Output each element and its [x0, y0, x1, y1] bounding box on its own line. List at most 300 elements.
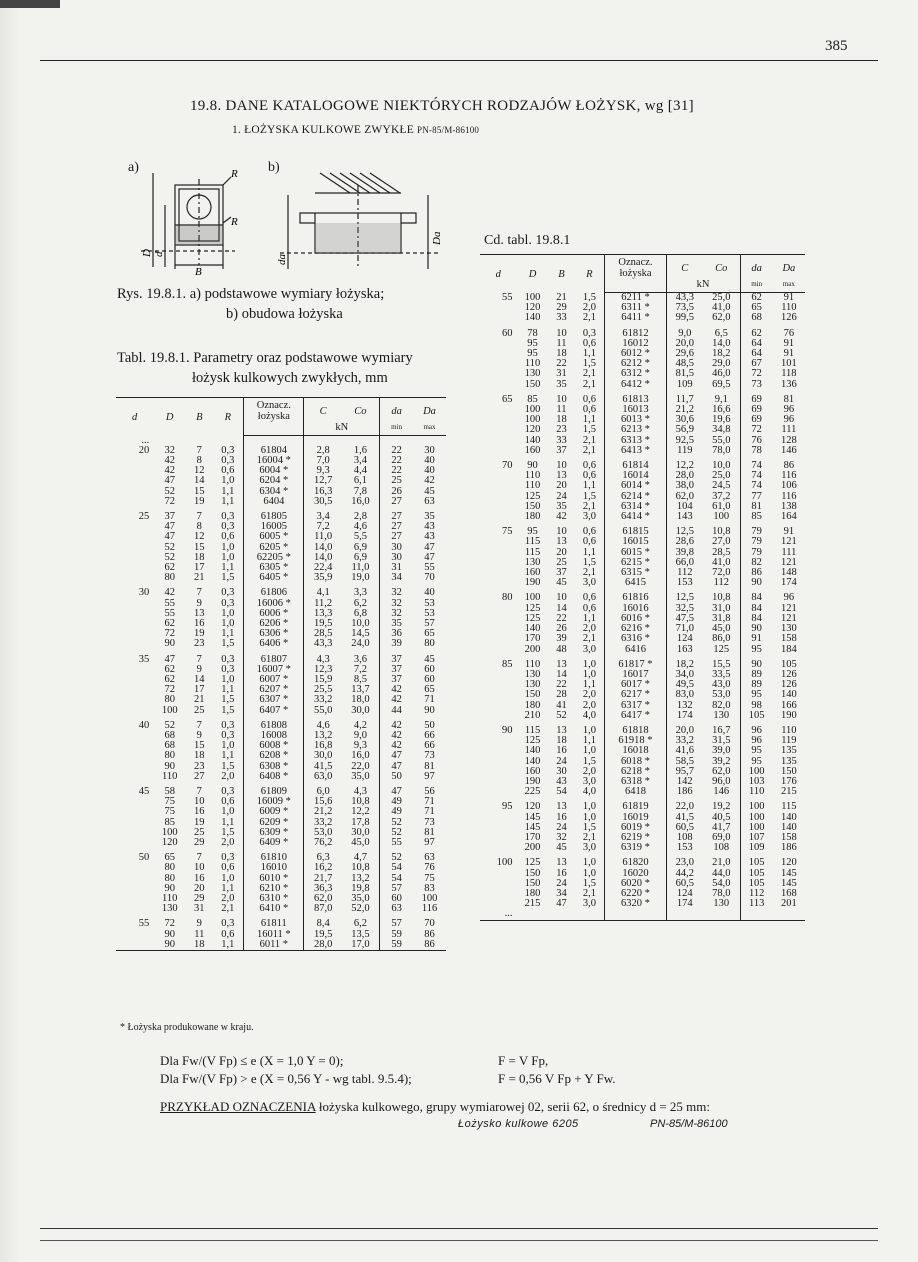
cell-R: 0,6 — [221, 465, 235, 477]
cell-D: 160 — [524, 765, 541, 777]
cell-designation: 16019 — [605, 813, 666, 823]
cell-B: 16 — [194, 872, 205, 884]
cell-C: 2,8 — [304, 446, 342, 456]
cell-C: 4,6 — [304, 716, 342, 731]
cell-D: 72 — [164, 495, 175, 507]
cell-Co: 15,5 — [712, 658, 731, 670]
cell-D: 110 — [162, 770, 178, 782]
cell-C: 142 — [666, 777, 703, 787]
cell-C: 66,0 — [666, 558, 703, 568]
table-row — [480, 853, 805, 868]
table-row — [480, 899, 805, 909]
cell-Co: 78,0 — [712, 887, 731, 899]
cell-C: 12,3 — [304, 665, 342, 675]
cell-C: 163 — [666, 645, 703, 655]
cell-R: 0,3 — [221, 521, 235, 533]
cell-C: 83,0 — [666, 690, 703, 700]
cell-designation: 6406 * — [244, 639, 304, 649]
cell-d — [480, 604, 516, 614]
cell-D: 120 — [524, 424, 541, 436]
cell-da: 35 — [380, 619, 413, 629]
cell-Da: 186 — [781, 842, 797, 854]
cell-designation: 16013 — [605, 405, 666, 415]
cell-Da: 121 — [781, 536, 797, 548]
example-text: łożyska kulkowego, grupy wymiarowej 02, serii 62, o średnicy d = 25 mm: — [315, 1099, 711, 1114]
cell-d — [480, 879, 516, 889]
col-header-D: D — [528, 269, 537, 281]
cell-designation: 6214 * — [605, 492, 666, 502]
cell-Da: 73 — [424, 750, 435, 762]
cell-C: 14,0 — [304, 543, 342, 553]
cell-C: 19,5 — [304, 619, 342, 629]
cell-C: 95,7 — [666, 767, 703, 777]
cell-Co: 22,0 — [351, 760, 370, 772]
cell-B: 7 — [196, 719, 202, 731]
cell-Co: 100 — [713, 511, 730, 523]
table-row — [480, 390, 805, 405]
col-header-da: da — [380, 398, 413, 423]
cell-B: 9 — [196, 729, 202, 741]
cell-R: 0,3 — [221, 852, 235, 864]
cell-B: 13 — [556, 724, 567, 736]
cell-da: 95 — [740, 746, 773, 756]
cell-da: 96 — [740, 721, 773, 736]
cell-R: 0,3 — [221, 587, 235, 599]
header-rule — [40, 60, 878, 61]
cell-D: 80 — [164, 572, 175, 584]
section-title: 19.8. DANE KATALOGOWE NIEKTÓRYCH RODZAJÓW ŁOŻYSK, wg [31] — [190, 98, 694, 114]
cell-d — [480, 425, 516, 435]
cell-d — [116, 619, 153, 629]
page-number: 385 — [825, 38, 848, 54]
cell-Co: 4,2 — [353, 719, 367, 731]
cell-designation: 16014 — [605, 471, 666, 481]
cell-Co: 37,2 — [712, 490, 731, 502]
cell-R: 1,5 — [221, 704, 235, 716]
table-row — [480, 324, 805, 339]
table-row — [116, 838, 446, 848]
cell-designation: 6308 * — [244, 762, 304, 772]
table-row — [116, 573, 446, 583]
cell-B: 26 — [556, 623, 567, 635]
cell-R: 1,5 — [221, 572, 235, 584]
cell-B: 18 — [194, 750, 205, 762]
cell-da: 54 — [380, 874, 413, 884]
cell-R: 3,0 — [582, 842, 596, 854]
cell-Da: 66 — [424, 740, 435, 752]
cell-Co: 27,0 — [712, 536, 731, 548]
bearing-table-right — [480, 254, 805, 921]
cell-da: 72 — [740, 425, 773, 435]
cell-D: 180 — [524, 511, 541, 523]
cell-da: 82 — [740, 558, 773, 568]
cell-designation: 61918 * — [605, 736, 666, 746]
cell-d: 85 — [501, 658, 513, 670]
cell-Da: 138 — [781, 500, 797, 512]
cell-designation: 61816 — [605, 588, 666, 603]
cell-R: 1,5 — [221, 760, 235, 772]
cell-da: 55 — [380, 838, 413, 848]
cell-D: 72 — [164, 628, 175, 640]
cell-Co: 41,0 — [712, 302, 731, 314]
cell-D: 85 — [164, 816, 175, 828]
cell-da: 44 — [380, 706, 413, 716]
cell-B: 10 — [194, 796, 205, 808]
cell-C: 43,3 — [666, 293, 703, 304]
cell-d — [480, 502, 516, 512]
cell-Da: 71 — [424, 806, 435, 818]
cell-C: 76,2 — [304, 838, 342, 848]
cell-da: 79 — [740, 548, 773, 558]
cell-designation: 16007 * — [244, 665, 304, 675]
cell-D: 125 — [524, 490, 541, 502]
cell-da: 57 — [380, 884, 413, 894]
cell-Co: 6,8 — [353, 607, 367, 619]
cell-R: 2,0 — [582, 765, 596, 777]
cell-R: 2,0 — [582, 689, 596, 701]
cell-designation: 6219 * — [605, 833, 666, 843]
cell-Da: 90 — [424, 704, 435, 716]
cell-Co: 6,9 — [353, 551, 367, 563]
cell-Co: 6,5 — [714, 327, 728, 339]
cell-designation: 6315 * — [605, 568, 666, 578]
cell-designation: 6015 * — [605, 548, 666, 558]
cell-R: 1,0 — [582, 658, 596, 670]
cell-Da: 174 — [781, 577, 797, 589]
cell-R: 0,6 — [221, 928, 235, 940]
cell-d — [480, 787, 516, 797]
cell-da: 90 — [740, 655, 773, 670]
table-row — [116, 940, 446, 951]
cell-C: 33,2 — [304, 695, 342, 705]
cell-D: 68 — [164, 729, 175, 741]
continuation-marker: ... — [504, 908, 513, 920]
cell-C: 30,0 — [304, 751, 342, 761]
cell-designation: 6408 * — [244, 772, 304, 782]
cell-D: 100 — [524, 592, 541, 604]
col-header-C: C — [304, 398, 342, 423]
cell-Co: 31,8 — [712, 612, 731, 624]
cell-da: 62 — [740, 324, 773, 339]
cell-d — [480, 415, 516, 425]
cell-d — [116, 863, 153, 873]
cell-da: 63 — [380, 904, 413, 914]
cell-Da: 65 — [424, 628, 435, 640]
cell-B: 29 — [194, 893, 205, 905]
cell-designation: 61820 — [605, 853, 666, 868]
cell-designation: 6310 * — [244, 894, 304, 904]
cell-C: 92,5 — [666, 436, 703, 446]
cell-d — [480, 303, 516, 313]
cell-d — [116, 563, 153, 573]
cell-D: 130 — [524, 368, 541, 380]
cell-C: 174 — [666, 711, 703, 721]
cell-da: 105 — [740, 879, 773, 889]
cell-da: 62 — [740, 293, 773, 304]
cell-C: 60,5 — [666, 879, 703, 889]
cell-R: 1,5 — [221, 694, 235, 706]
table-row — [480, 746, 805, 756]
cell-C: 41,5 — [666, 813, 703, 823]
col-header-max: max — [413, 422, 446, 436]
cell-C: 12,5 — [666, 522, 703, 537]
cell-designation: 6320 * — [605, 899, 666, 909]
cell-B: 18 — [556, 735, 567, 747]
table-row — [116, 639, 446, 649]
cell-D: 80 — [164, 750, 175, 762]
cell-da: 74 — [740, 481, 773, 491]
cell-Co: 43,0 — [712, 679, 731, 691]
cell-R: 1,0 — [221, 872, 235, 884]
cell-d: 70 — [501, 460, 513, 472]
cell-C: 38,0 — [666, 481, 703, 491]
cell-Da: 47 — [424, 541, 435, 553]
cell-d: 75 — [501, 526, 513, 538]
cell-D: 110 — [524, 658, 541, 670]
cell-D: 80 — [164, 872, 175, 884]
cell-R: 2,1 — [582, 444, 596, 456]
cell-Da: 96 — [783, 404, 795, 416]
bearing-dimensions-figure — [135, 165, 265, 277]
cell-C: 35,9 — [304, 573, 342, 583]
cell-R: 0,3 — [221, 663, 235, 675]
cell-Co: 108 — [713, 842, 730, 854]
cell-designation: 16010 — [244, 863, 304, 873]
cell-D: 65 — [164, 852, 175, 864]
cell-da: 76 — [740, 436, 773, 446]
cell-d — [480, 578, 516, 588]
cell-da: 25 — [380, 476, 413, 486]
table-row — [480, 522, 805, 537]
cell-designation: 61807 — [244, 650, 304, 665]
cell-da: 103 — [740, 777, 773, 787]
cell-Da: 40 — [424, 454, 435, 466]
cell-Da: 201 — [781, 898, 797, 910]
cell-Da: 128 — [781, 434, 797, 446]
cell-d — [480, 767, 516, 777]
cell-Da: 145 — [781, 877, 797, 889]
cell-Co: 6,9 — [353, 541, 367, 553]
cell-R: 2,1 — [582, 312, 596, 324]
cell-R: 1,1 — [582, 612, 596, 624]
cell-da: 52 — [380, 828, 413, 838]
cell-B: 9 — [196, 663, 202, 675]
cell-C: 28,6 — [666, 537, 703, 547]
cell-da: 95 — [740, 645, 773, 655]
cell-Da: 116 — [781, 490, 797, 502]
cell-d — [480, 405, 516, 415]
cell-designation: 6319 * — [605, 843, 666, 853]
cell-Da: 40 — [424, 465, 435, 477]
cell-C: 109 — [666, 380, 703, 390]
cell-D: 120 — [524, 801, 541, 813]
cell-C: 153 — [666, 843, 703, 853]
col-header-Co: Co — [715, 262, 728, 274]
col-header-C: C — [666, 255, 703, 280]
cell-Co: 10,0 — [712, 460, 731, 472]
cell-designation: 6307 * — [244, 695, 304, 705]
cell-D: 52 — [164, 485, 175, 497]
cell-C: 9,3 — [304, 466, 342, 476]
cell-Co: 6,2 — [353, 597, 367, 609]
cell-Da: 91 — [783, 292, 795, 303]
cell-B: 13 — [194, 607, 205, 619]
cell-B: 14 — [194, 475, 205, 487]
cell-C: 25,5 — [304, 685, 342, 695]
cell-Co: 11,0 — [351, 561, 370, 573]
cell-D: 100 — [524, 291, 541, 303]
cell-da: 42 — [380, 741, 413, 751]
figure-label-b: b) — [268, 160, 280, 175]
cell-C: 28,0 — [666, 471, 703, 481]
cell-da: 26 — [380, 487, 413, 497]
cell-Da: 96 — [783, 414, 795, 426]
table-row — [480, 721, 805, 736]
table-row — [480, 645, 805, 655]
cell-Co: 16,7 — [712, 724, 731, 736]
cell-d — [480, 369, 516, 379]
cell-da: 81 — [740, 502, 773, 512]
cell-d: 35 — [138, 653, 150, 665]
cell-D: 52 — [164, 719, 175, 731]
cell-R: 1,1 — [221, 628, 235, 640]
corner-mark — [0, 0, 60, 8]
cell-D: 90 — [527, 460, 538, 472]
cell-R: 0,3 — [221, 597, 235, 609]
cell-B: 7 — [196, 587, 202, 599]
cell-B: 42 — [556, 511, 567, 523]
cell-C: 21,2 — [666, 405, 703, 415]
table-row — [116, 772, 446, 782]
cell-C: 63,0 — [304, 772, 342, 782]
cell-C: 3,4 — [304, 507, 342, 522]
cell-D: 210 — [524, 709, 541, 721]
cell-d — [480, 757, 516, 767]
cell-designation: 61809 — [244, 782, 304, 797]
cell-Da: 158 — [781, 831, 797, 843]
cell-D: 160 — [524, 567, 541, 579]
cell-R: 1,1 — [582, 348, 596, 360]
cell-R: 3,0 — [582, 643, 596, 655]
table-row — [116, 706, 446, 716]
cell-R: 0,3 — [221, 510, 235, 522]
cell-d — [116, 553, 153, 563]
cell-Da: 116 — [421, 903, 438, 915]
cell-designation: 61806 — [244, 583, 304, 598]
cell-da: 67 — [740, 359, 773, 369]
cell-designation: 61817 * — [605, 655, 666, 670]
cell-d — [116, 532, 153, 542]
cell-Da: 135 — [781, 755, 797, 767]
figure-a-label-R-side: R — [231, 216, 238, 228]
cell-C: 15,9 — [304, 675, 342, 685]
cell-designation: 6220 * — [605, 889, 666, 899]
col-header-B: B — [558, 269, 565, 281]
cell-R: 4,0 — [582, 786, 596, 798]
cell-designation: 6309 * — [244, 828, 304, 838]
cell-C: 39,8 — [666, 548, 703, 558]
cell-B: 8 — [196, 521, 202, 533]
cell-Da: 86 — [783, 460, 795, 472]
cell-Da: 146 — [781, 444, 797, 456]
cell-Da: 91 — [783, 348, 795, 360]
cell-Da: 65 — [424, 684, 435, 696]
cell-B: 12 — [194, 531, 205, 543]
cell-designation: 6210 * — [244, 884, 304, 894]
cell-designation: 6017 * — [605, 680, 666, 690]
cell-d — [480, 349, 516, 359]
cell-Co: 31,0 — [712, 602, 731, 614]
footer-rule — [40, 1240, 878, 1241]
cell-R: 0,3 — [221, 444, 235, 456]
cell-d — [480, 436, 516, 446]
cell-Da: 111 — [781, 424, 797, 436]
cell-designation: 16015 — [605, 537, 666, 547]
cell-d — [116, 807, 153, 817]
cell-da: 42 — [380, 695, 413, 705]
cell-d — [116, 751, 153, 761]
cell-D: 75 — [164, 806, 175, 818]
col-header-blank — [244, 422, 304, 436]
equation-case-2: Dla Fw/(V Fp) > e (X = 0,56 Y - wg tabl. 9.5.4); — [160, 1071, 412, 1086]
cell-R: 2,0 — [582, 302, 596, 314]
cell-C: 6,0 — [304, 782, 342, 797]
cell-designation: 6011 * — [244, 940, 304, 951]
cell-B: 13 — [556, 536, 567, 548]
cell-D: 140 — [524, 755, 541, 767]
cell-Co: 17,8 — [351, 816, 370, 828]
cell-C: 32,5 — [666, 604, 703, 614]
cell-designation: 6418 — [605, 787, 666, 797]
cell-R: 2,1 — [221, 903, 235, 915]
cell-B: 7 — [196, 510, 202, 522]
cell-d — [116, 930, 153, 940]
cell-Co: 19,8 — [351, 882, 370, 894]
cell-Da: 53 — [424, 597, 435, 609]
cell-D: 62 — [164, 561, 175, 573]
cell-D: 190 — [524, 775, 541, 787]
example-line — [160, 1099, 710, 1115]
cell-da: 89 — [740, 680, 773, 690]
continuation-label: Cd. tabl. 19.8.1 — [484, 233, 571, 248]
cell-B: 24 — [556, 877, 567, 889]
cell-da: 100 — [740, 823, 773, 833]
cell-Co: 10,8 — [351, 862, 370, 874]
example-label: PRZYKŁAD OZNACZENIA — [160, 1099, 316, 1114]
cell-R: 2,1 — [582, 567, 596, 579]
cell-d — [116, 874, 153, 884]
cell-C: 33,2 — [666, 736, 703, 746]
cell-R: 0,6 — [582, 460, 596, 472]
cell-C: 7,2 — [304, 522, 342, 532]
cell-designation: 6212 * — [605, 359, 666, 369]
cell-designation: 6318 * — [605, 777, 666, 787]
cell-d — [116, 818, 153, 828]
cell-C: 34,0 — [666, 670, 703, 680]
cell-C: 56,9 — [666, 425, 703, 435]
cell-R: 0,6 — [582, 602, 596, 614]
cell-designation: 6316 * — [605, 634, 666, 644]
cell-designation: 6217 * — [605, 690, 666, 700]
cell-Da: 97 — [424, 770, 435, 782]
cell-d — [480, 313, 516, 323]
cell-B: 12 — [194, 465, 205, 477]
cell-da: 32 — [380, 609, 413, 619]
cell-d — [480, 471, 516, 481]
cell-B: 32 — [556, 831, 567, 843]
cell-da: 100 — [740, 767, 773, 777]
cell-R: 2,1 — [582, 633, 596, 645]
